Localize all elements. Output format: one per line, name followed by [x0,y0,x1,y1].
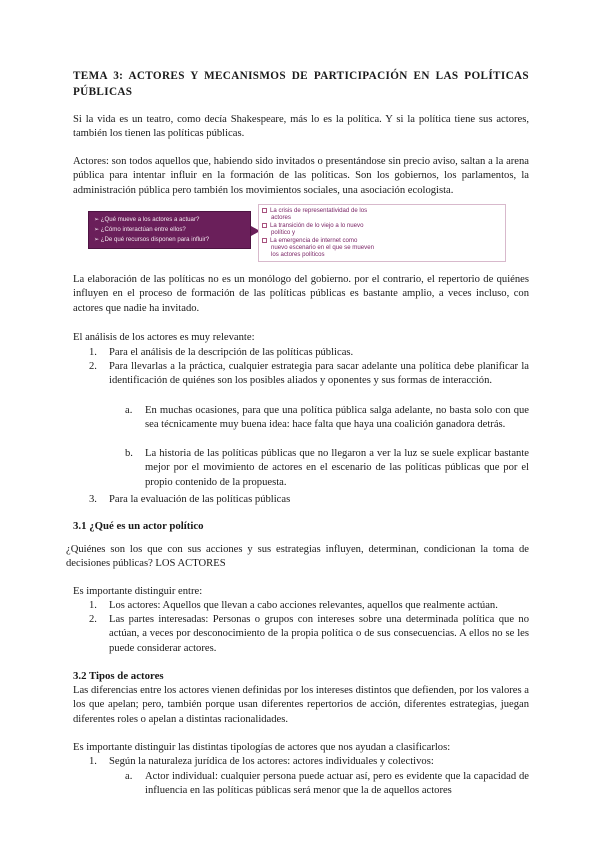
banner-question: ➢ ¿De qué recursos disponen para influir? [94,236,210,243]
summary-banner-image [88,204,512,262]
checkbox-square-icon [262,223,267,228]
banner-question: ➢ ¿Qué mueve a los actores a actuar? [94,216,200,223]
banner-topic: La crisis de representatividad de los [262,207,367,214]
analisis-sublist-item: a. En muchas ocasiones, para que una política pública salga adelante, no basta solo con que sea técnicamente muy buena idea: hace falta que haya una coalición ganadora detrás. [125,405,529,431]
banner-topic: La emergencia de internet como [262,237,357,244]
section-heading-3-2: 3.2 Tipos de actores [73,670,164,682]
tipologias-sublist-item: a. Actor individual: cualquier persona puede actuar así, pero es evidente que la capacidad de influencia en las políticas públicas será menor que la de aquellos actores [125,771,529,797]
banner-topic: La transición de lo viejo a lo nuevo [262,222,364,229]
banner-topic-continued: nuevo escenario en el que se mueven [271,244,374,251]
analisis-list-item: 2. Para llevarlas a la práctica, cualquier estrategia para sacar adelante una política debe planificar la identificación de quiénes son los posibles aliados y oponentes y sus formas de interacción. [89,361,529,387]
distinguir-intro: Es importante distinguir entre: [73,586,203,597]
checkbox-square-icon [262,208,267,213]
tipos-paragraph: Las diferencias entre los actores vienen definidas por los intereses distintos que defienden, por los valores a los que apelan; pero, también porque usan diferentes repertorios de acción, diferentes estrategias, juegan diferentes roles o apelan a distintas racionalidades. [73,685,529,725]
intro-paragraph: Si la vida es un teatro, como decía Shakespeare, más lo es la política. Y si la política tiene sus actores, también los tienen las políticas públicas. [73,114,529,140]
document-title: TEMA 3: ACTORES Y MECANISMOS DE PARTICIPACIÓN EN LAS POLÍTICAS PÚBLICAS [73,70,529,98]
quienes-paragraph: ¿Quiénes son los que con sus acciones y sus estrategias influyen, determinan, condicionan la toma de decisiones públicas? LOS ACTORES [66,544,529,570]
banner-topic-continued: los actores políticos [271,251,325,258]
elaboracion-paragraph: La elaboración de las políticas no es un monólogo del gobierno. por el contrario, el repertorio de quiénes influyen en el proceso de formación de las políticas públicas es bastante amplio, a veces incluso, con actores que nadie ha invitado. [73,274,529,314]
banner-topic-continued: actores [271,214,291,221]
distinguir-list-item: 1. Los actores: Aquellos que llevan a cabo acciones relevantes, aquellos que realmente actúan. [89,600,498,611]
tipologias-intro: Es importante distinguir las distintas tipologías de actores que nos ayudan a clasificarlos: [73,742,451,753]
tipologias-list-item: 1. Según la naturaleza jurídica de los actores: actores individuales y colectivos: [89,756,434,767]
section-heading-3-1: 3.1 ¿Qué es un actor político [73,520,204,532]
banner-topic-continued: político y [271,229,296,236]
analisis-list-item: 1. Para el análisis de la descripción de las políticas públicas. [89,347,354,358]
analisis-list-item: 3. Para la evaluación de las políticas públicas [89,494,291,505]
analisis-sublist-item: b. La historia de las políticas públicas que no llegaron a ver la luz se suele explicar bastante mejor por el movimiento de actores en el escenario de las políticas públicas que por el propio contenido de la propuesta. [125,448,529,488]
banner-question: ➢ ¿Cómo interactúan entre ellos? [94,226,186,233]
banner-topics-box [258,204,506,262]
banner-questions-box [88,211,251,249]
checkbox-square-icon [262,238,267,243]
distinguir-list-item: 2. Las partes interesadas: Personas o grupos con intereses sobre una determinada política que no actúan, a veces por desconocimiento de la propia política o de sus consecuencias. A ellos no se les puede considerar actores. [89,614,529,654]
analisis-intro: El análisis de los actores es muy relevante: [73,332,255,343]
actores-definition-paragraph: Actores: son todos aquellos que, habiendo sido invitados o presentándose sin precio aviso, saltan a la arena pública para intentar influir en la formación de las políticas. Son los gobiernos, los parlamentos, la administración pública pero también los movimientos sociales, una asociación ecologista. [73,156,529,196]
